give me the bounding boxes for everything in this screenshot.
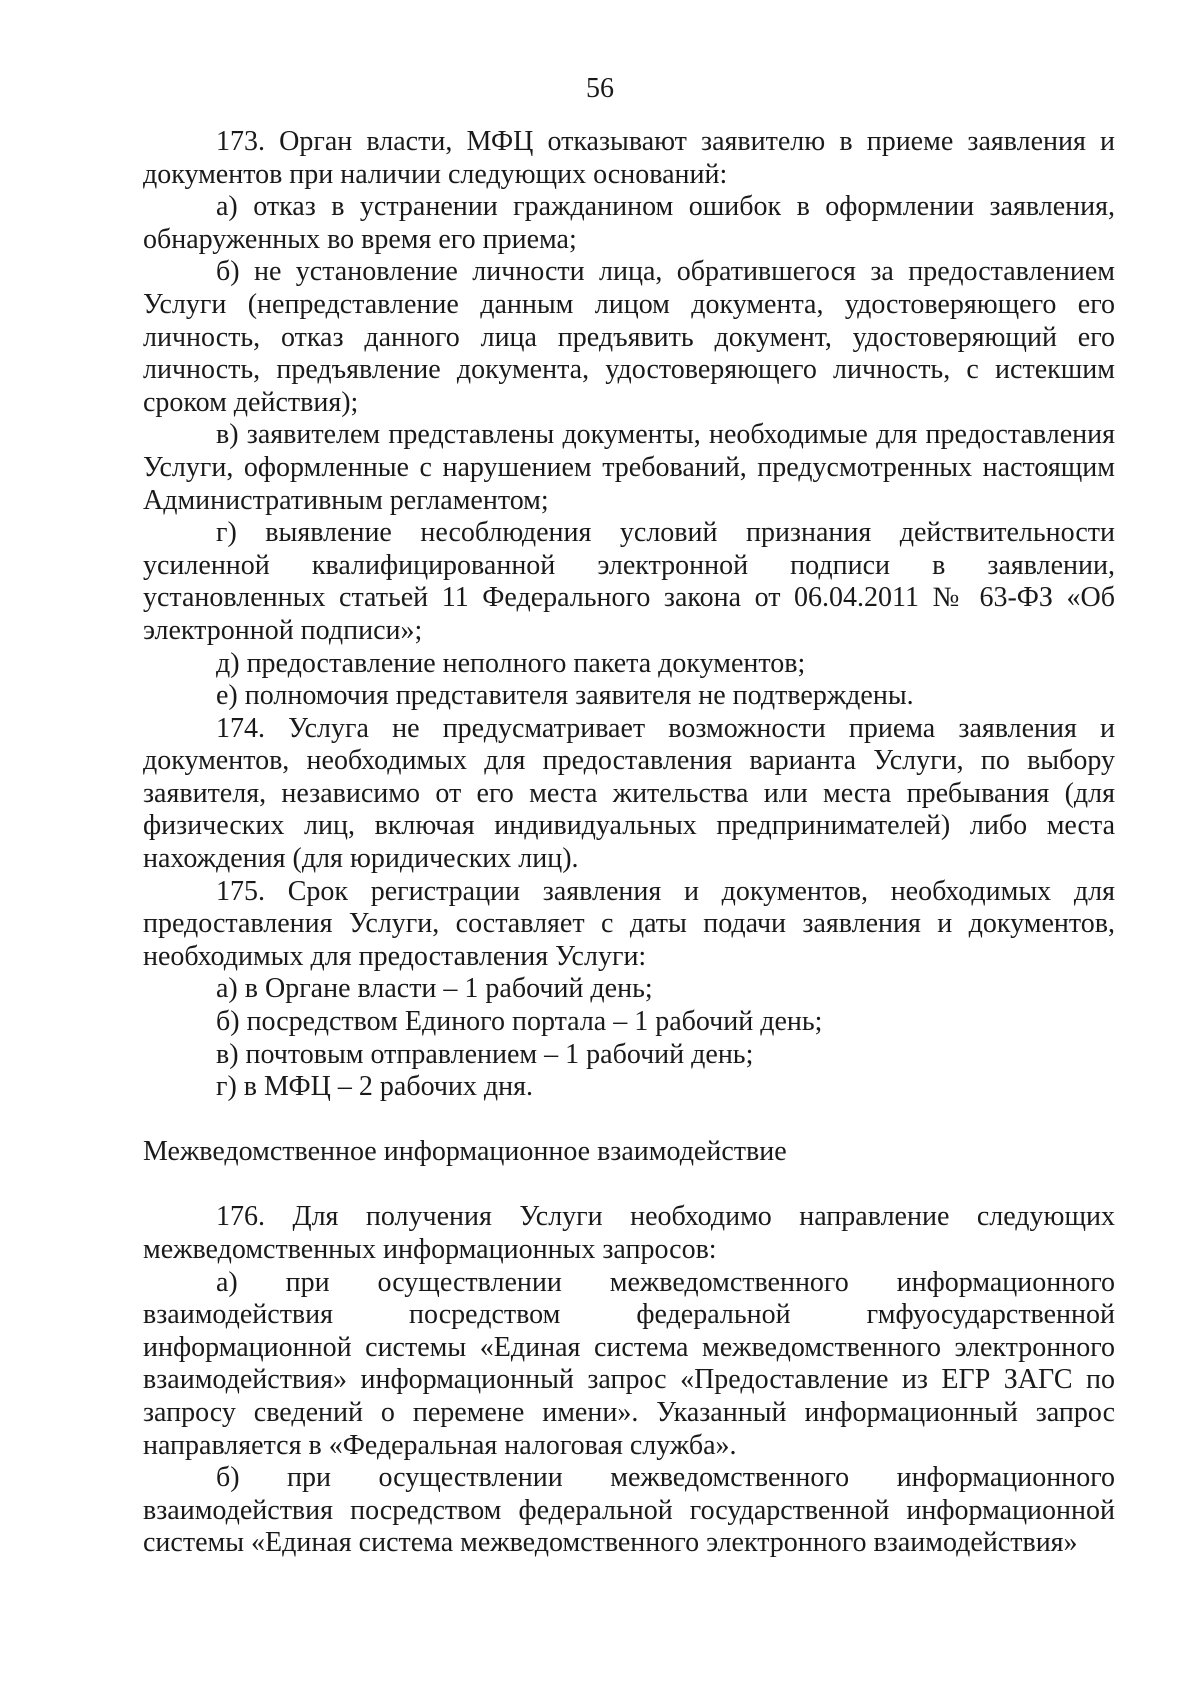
paragraph-number: 174. xyxy=(216,712,265,744)
list-item-paragraph xyxy=(143,256,1115,419)
paragraph-text: в) заявителем представлены документы, необходимые для предоставления Услуги, оформленные с нарушением требований, предусмотренных настоящим Административным регламентом; xyxy=(143,419,1115,516)
numbered-paragraph xyxy=(143,1201,1115,1266)
numbered-paragraph xyxy=(143,713,1115,876)
list-item-paragraph xyxy=(143,1071,1115,1104)
list-item-paragraph xyxy=(143,419,1115,517)
numbered-paragraph xyxy=(143,876,1115,974)
list-item-paragraph xyxy=(143,680,1115,713)
paragraph-text: Срок регистрации заявления и документов, необходимых для предоставления Услуги, составляет с даты подачи заявления и документов, необходимых для предоставления Услуги: xyxy=(143,875,1115,972)
paragraph-text: б) не установление личности лица, обратившегося за предоставлением Услуги (непредставление данным лицом документа, удостоверяющего его личность, отказ данного лица предъявить документ, удостоверяющий его личность, предъявление документа, удостоверяющего личность, с истекшим сроком действия); xyxy=(143,256,1115,418)
paragraph-text: Орган власти, МФЦ отказывают заявителю в приеме заявления и документов при наличии следующих оснований: xyxy=(143,126,1116,190)
paragraph-text: д) предоставление неполного пакета документов; xyxy=(216,647,806,679)
paragraph-number: 175. xyxy=(216,875,265,907)
list-item-paragraph xyxy=(143,648,1115,681)
section-heading: Межведомственное информационное взаимодействие xyxy=(143,1135,787,1167)
paragraph-number: 173. xyxy=(216,126,265,157)
paragraph-text: а) при осуществлении межведомственного информационного взаимодействия посредством федеральной гмфуосударственной информационной системы «Единая система межведомственного электронного взаимодействия» информационный запрос «Предоставление из ЕГР ЗАГС по запросу сведений о перемене имени». Указанный информационный запрос направляется в «Федеральная налоговая служба». xyxy=(143,1266,1115,1461)
paragraphs-after-heading xyxy=(143,1201,1115,1560)
list-item-paragraph xyxy=(143,517,1115,647)
paragraph-text: а) отказ в устранении гражданином ошибок в оформлении заявления, обнаруженных во время его приема; xyxy=(143,191,1115,255)
list-item-paragraph xyxy=(143,1462,1115,1560)
numbered-paragraph xyxy=(143,126,1115,191)
list-item-paragraph xyxy=(143,191,1115,256)
paragraph-text: а) в Органе власти – 1 рабочий день; xyxy=(216,973,653,1005)
list-item-paragraph xyxy=(143,973,1115,1006)
paragraph-text: в) почтовым отправлением – 1 рабочий день; xyxy=(216,1038,754,1070)
paragraph-text: г) выявление несоблюдения условий признания действительности усиленной квалифицированной электронной подписи в заявлении, установленных статьей 11 Федерального закона от 06.04.2011 № 63-ФЗ «Об электронной подписи»; xyxy=(143,517,1115,646)
list-item-paragraph xyxy=(143,1039,1115,1072)
paragraph-text: е) полномочия представителя заявителя не подтверждены. xyxy=(216,680,914,712)
paragraph-text: Для получения Услуги необходимо направление следующих межведомственных информационных запросов: xyxy=(143,1201,1116,1265)
list-item-paragraph xyxy=(143,1267,1115,1463)
paragraphs-before-heading xyxy=(143,126,1115,1104)
list-item-paragraph xyxy=(143,1006,1115,1039)
paragraph-number: 176. xyxy=(216,1201,265,1233)
paragraph-text: б) при осуществлении межведомственного информационного взаимодействия посредством федеральной государственной информационной системы «Единая система межведомственного электронного взаимодействия» xyxy=(143,1462,1115,1559)
document-body xyxy=(143,126,1115,1560)
paragraph-text: Услуга не предусматривает возможности приема заявления и документов, необходимых для предоставления варианта Услуги, по выбору заявителя, независимо от его места жительства или места пребывания (для физических лиц, включая индивидуальных предпринимателей) либо места нахождения (для юридических лиц). xyxy=(143,712,1115,875)
paragraph-text: г) в МФЦ – 2 рабочих дня. xyxy=(216,1071,534,1103)
page-number: 56 xyxy=(586,73,614,104)
paragraph-text: б) посредством Единого портала – 1 рабочий день; xyxy=(216,1006,823,1038)
